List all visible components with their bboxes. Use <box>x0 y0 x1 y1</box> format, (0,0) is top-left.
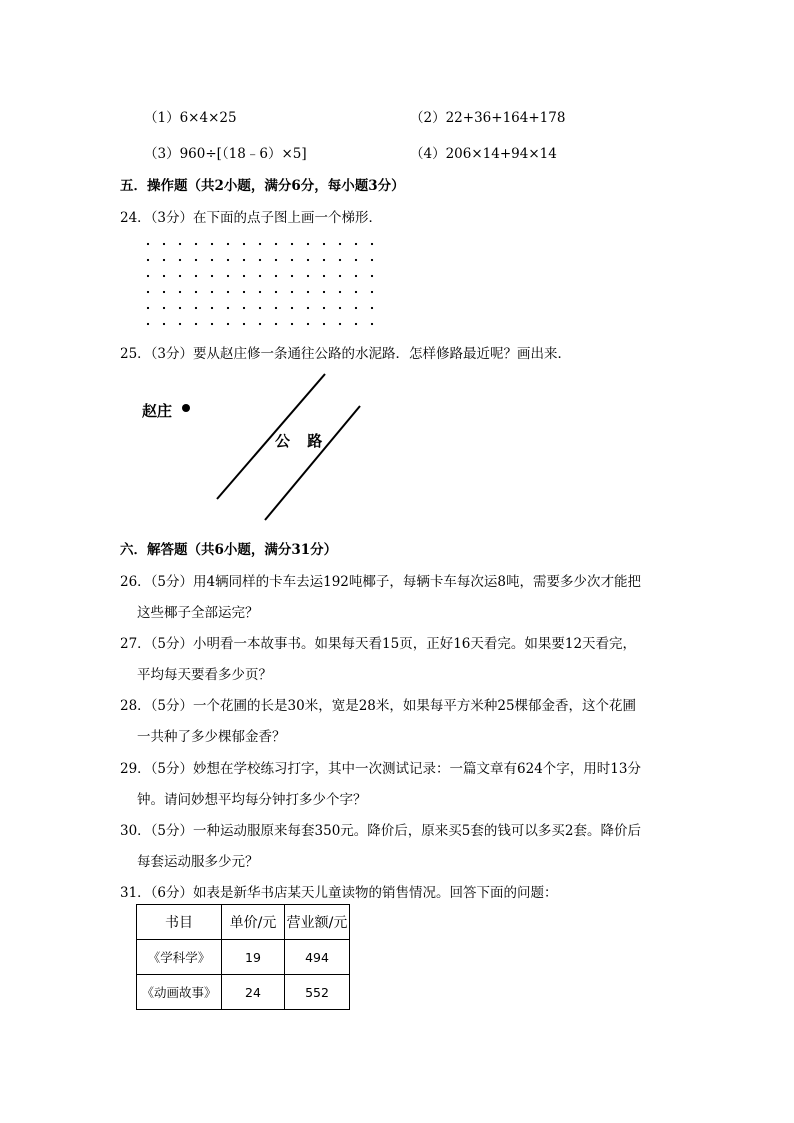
calc-item-2: （2）22+36+164+178 <box>410 110 566 126</box>
village-label: 赵庄 <box>142 402 173 420</box>
table-header-cell: 单价/元 <box>222 905 285 940</box>
question-30-line1: 30．（5分）一种运动服原来每套350元。降价后，原来买5套的钱可以多买2套。降价后 <box>120 823 641 839</box>
calc-item-4: （4）206×14+94×14 <box>410 146 557 162</box>
dot-grid[interactable] <box>140 236 380 331</box>
table-header-cell: 营业额/元 <box>285 905 350 940</box>
table-cell: 19 <box>222 940 285 975</box>
table-row <box>137 940 350 975</box>
question-29-line2: 钟。请问妙想平均每分钟打多少个字？ <box>137 792 367 808</box>
village-point <box>182 404 190 412</box>
table-cell: 494 <box>285 940 350 975</box>
table-row <box>137 975 350 1010</box>
table-cell: 《动画故事》 <box>137 975 222 1010</box>
section6-heading: 六．解答题（共6小题，满分31分） <box>120 542 338 558</box>
table-cell: 《学科学》 <box>137 940 222 975</box>
table-cell: 552 <box>285 975 350 1010</box>
road-label: 公 路 <box>275 432 329 450</box>
calc-item-1: （1）6×4×25 <box>144 110 237 126</box>
sales-table <box>136 904 350 1010</box>
question-28-line2: 一共种了多少棵郁金香？ <box>137 729 286 745</box>
table-header-cell: 书目 <box>137 905 222 940</box>
table-header-row <box>137 905 350 940</box>
calc-item-3: （3）960÷[（18﹣6）×5] <box>144 146 307 162</box>
road-edge-right <box>265 406 360 520</box>
section5-heading: 五．操作题（共2小题，满分6分，每小题3分） <box>120 178 405 194</box>
question-30-line2: 每套运动服多少元？ <box>137 854 259 870</box>
table-cell: 24 <box>222 975 285 1010</box>
question-25: 25．（3分）要从赵庄修一条通往公路的水泥路．怎样修路最近呢？画出来． <box>120 346 572 362</box>
question-27-line1: 27．（5分）小明看一本故事书。如果每天看15页，正好16天看完。如果要12天看完， <box>120 636 637 652</box>
question-28-line1: 28．（5分）一个花圃的长是30米，宽是28米，如果每平方米种25棵郁金香，这个花圃 <box>120 698 637 714</box>
road-diagram[interactable] <box>140 368 380 528</box>
question-26-line2: 这些椰子全部运完？ <box>137 605 259 621</box>
question-24: 24．（3分）在下面的点子图上画一个梯形． <box>120 210 383 226</box>
question-26-line1: 26．（5分）用4辆同样的卡车去运192吨椰子，每辆卡车每次运8吨，需要多少次才能把 <box>120 574 641 590</box>
question-27-line2: 平均每天要看多少页？ <box>137 667 272 683</box>
question-31: 31．（6分）如表是新华书店某天儿童读物的销售情况。回答下面的问题： <box>120 885 558 901</box>
question-29-line1: 29．（5分）妙想在学校练习打字，其中一次测试记录：一篇文章有624个字，用时13分 <box>120 761 641 777</box>
